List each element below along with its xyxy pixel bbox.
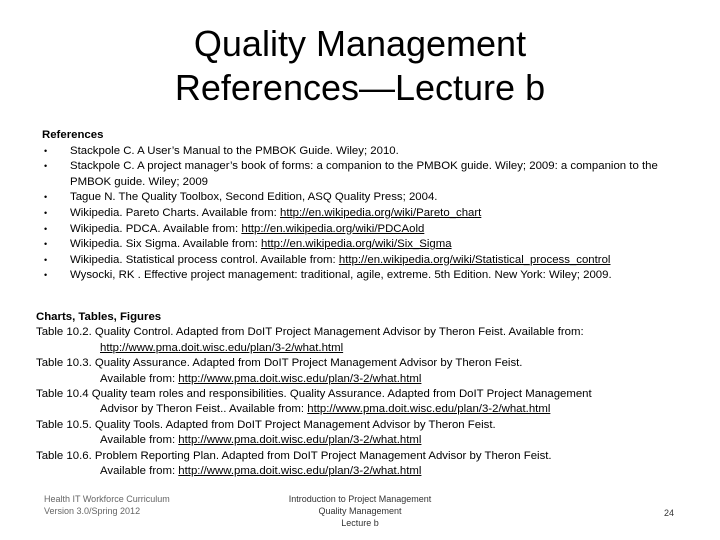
reference-item	[42, 206, 682, 222]
table-credit-continuation	[36, 341, 696, 356]
reference-item	[42, 268, 682, 284]
reference-text: Stackpole C. A User’s Manual to the PMBOK Guide. Wiley; 2010.	[70, 144, 399, 157]
reference-item	[42, 144, 682, 160]
references-heading: References	[42, 129, 104, 141]
table-credit-prefix: Available from:	[100, 434, 179, 447]
footer-lecture: Lecture b	[341, 518, 379, 528]
reference-link[interactable]: http://en.wikipedia.org/wiki/Statistical_process_control	[338, 253, 611, 266]
reference-text: Wikipedia. Statistical process control. Available from:	[70, 253, 339, 266]
reference-item	[42, 237, 682, 253]
bullet-icon: •	[44, 192, 48, 203]
slide-title	[0, 22, 720, 110]
table-credit	[36, 387, 696, 418]
table-credit-text: Table 10.3. Quality Assurance. Adapted from DoIT Project Management Advisor by Theron Feist.	[36, 357, 523, 370]
charts-tables-section	[36, 310, 696, 479]
table-credit-link[interactable]: http://www.pma.doit.wisc.edu/plan/3-2/what.html	[178, 434, 422, 447]
table-credit-text: Table 10.6. Problem Reporting Plan. Adapted from DoIT Project Management Advisor by Theron Feist.	[36, 449, 552, 462]
charts-tables-heading: Charts, Tables, Figures	[36, 311, 162, 323]
references-section	[42, 128, 682, 284]
table-credit-prefix: Available from:	[100, 465, 179, 478]
reference-text: Stackpole C. A project manager’s book of forms: a companion to the PMBOK guide. Wiley; 2009: a companion to the PMBOK guide. Wiley; 2009	[70, 160, 658, 188]
slide-title-line-2: References—Lecture b	[174, 67, 546, 108]
reference-text: Wikipedia. Pareto Charts. Available from:	[70, 206, 280, 219]
reference-text: Wikipedia. PDCA. Available from:	[70, 222, 242, 235]
bullet-icon: •	[44, 223, 48, 234]
bullet-icon: •	[44, 270, 48, 281]
page-number: 24	[664, 508, 675, 518]
footer-version: Version 3.0/Spring 2012	[44, 506, 141, 516]
table-credit-continuation	[36, 464, 696, 479]
footer-curriculum	[44, 493, 170, 517]
bullet-icon: •	[44, 239, 48, 250]
bullet-icon: •	[44, 207, 48, 218]
table-credit-continuation	[36, 402, 696, 417]
table-credit-link[interactable]: http://www.pma.doit.wisc.edu/plan/3-2/what.html	[178, 372, 422, 385]
footer-course-title: Introduction to Project Management	[288, 494, 432, 504]
reference-item	[42, 253, 682, 269]
reference-item	[42, 159, 682, 190]
table-credit-link[interactable]: http://www.pma.doit.wisc.edu/plan/3-2/what.html	[178, 465, 422, 478]
table-credit	[36, 325, 696, 356]
bullet-icon: •	[44, 254, 48, 265]
reference-text: Tague N. The Quality Toolbox, Second Edition, ASQ Quality Press; 2004.	[70, 191, 438, 204]
table-credit	[36, 418, 696, 449]
reference-item	[42, 190, 682, 206]
table-credit-prefix: Available from:	[100, 372, 179, 385]
reference-link[interactable]: http://en.wikipedia.org/wiki/Six_Sigma	[260, 238, 452, 251]
footer-unit-title: Quality Management	[318, 506, 402, 516]
table-credit-continuation	[36, 372, 696, 387]
table-credit-text: Table 10.2. Quality Control. Adapted from DoIT Project Management Advisor by Theron Feist. Available from:	[36, 326, 584, 339]
table-credit-text: Table 10.4 Quality team roles and responsibilities. Quality Assurance. Adapted from DoIT Project Management	[36, 388, 592, 401]
bullet-icon: •	[44, 145, 48, 156]
table-credit	[36, 356, 696, 387]
slide-title-line-1: Quality Management	[193, 23, 527, 64]
footer-course-info	[270, 493, 450, 529]
reference-link[interactable]: http://en.wikipedia.org/wiki/PDCAold	[241, 222, 425, 235]
reference-link[interactable]: http://en.wikipedia.org/wiki/Pareto_chart	[279, 206, 482, 219]
table-credit-continuation	[36, 433, 696, 448]
table-credit-link[interactable]: http://www.pma.doit.wisc.edu/plan/3-2/what.html	[307, 403, 551, 416]
table-credit-link[interactable]: http://www.pma.doit.wisc.edu/plan/3-2/what.html	[100, 341, 344, 354]
table-credit-prefix: Advisor by Theron Feist.. Available from:	[100, 403, 308, 416]
table-credit-text: Table 10.5. Quality Tools. Adapted from DoIT Project Management Advisor by Theron Feist.	[36, 418, 496, 431]
reference-text: Wysocki, RK . Effective project management: traditional, agile, extreme. 5th Edition. New York: Wiley; 2009.	[70, 269, 612, 282]
table-credit	[36, 449, 696, 480]
reference-item	[42, 222, 682, 238]
reference-text: Wikipedia. Six Sigma. Available from:	[70, 238, 261, 251]
bullet-icon: •	[44, 161, 48, 172]
footer-curriculum-name: Health IT Workforce Curriculum	[44, 494, 170, 504]
